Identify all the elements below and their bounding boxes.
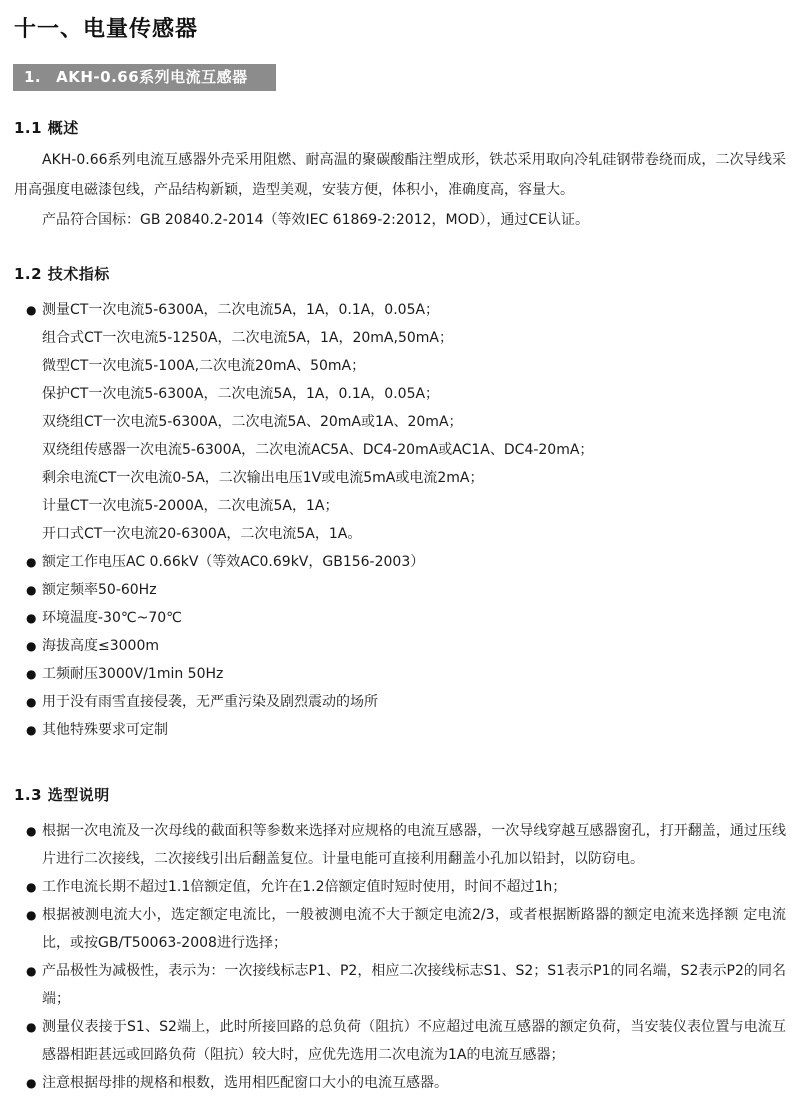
selection-item xyxy=(14,957,786,1013)
spec-item-text: 开口式CT一次电流20-6300A，二次电流5A，1A。 xyxy=(42,526,362,542)
spec-item xyxy=(14,632,786,660)
bullet-icon: ● xyxy=(26,908,37,922)
spec-item xyxy=(14,688,786,716)
heading-specs: 1.2 技术指标 xyxy=(14,265,110,283)
bullet-icon: ● xyxy=(26,1020,37,1034)
bullet-icon: ● xyxy=(26,667,37,681)
overview-paragraph: AKH-0.66系列电流互感器外壳采用阻燃、耐高温的聚碳酸酯注塑成形，铁芯采用取向冷轧硅钢带卷绕而成，二次导线采用高强度电磁漆包线，产品结构新颖，造型美观，安装方便，体积小，准确度高，容量大。 xyxy=(14,152,786,198)
overview-paragraph: 产品符合国标：GB 20840.2-2014（等效IEC 61869-2:2012，MOD），通过CE认证。 xyxy=(42,212,590,228)
spec-item-text: 剩余电流CT一次电流0-5A，二次输出电压1V或电流5mA或电流2mA； xyxy=(42,470,484,486)
bullet-icon: ● xyxy=(26,964,37,978)
section-banner xyxy=(13,64,276,91)
spec-item xyxy=(14,464,786,492)
spec-item-text: 双绕组传感器一次电流5-6300A，二次电流AC5A、DC4-20mA或AC1A、DC4-20mA； xyxy=(42,442,594,458)
specs-list xyxy=(14,296,786,744)
bullet-icon: ● xyxy=(26,1076,37,1090)
spec-item xyxy=(14,436,786,464)
bullet-icon: ● xyxy=(26,695,37,709)
spec-item xyxy=(14,324,786,352)
spec-item xyxy=(14,380,786,408)
bullet-icon: ● xyxy=(26,824,37,838)
selection-item-text: 注意根据母排的规格和根数，选用相匹配窗口大小的电流互感器。 xyxy=(42,1075,448,1091)
spec-item xyxy=(14,548,786,576)
spec-item-text: 组合式CT一次电流5-1250A，二次电流5A，1A，20mA,50mA； xyxy=(42,330,453,346)
spec-item xyxy=(14,576,786,604)
selection-item-text: 工作电流长期不超过1.1倍额定值，允许在1.2倍额定值时短时使用，时间不超过1h； xyxy=(42,879,567,895)
selection-item xyxy=(14,1013,786,1069)
spec-item-text: 微型CT一次电流5-100A,二次电流20mA、50mA； xyxy=(42,358,366,374)
bullet-icon: ● xyxy=(26,583,37,597)
bullet-icon: ● xyxy=(26,611,37,625)
selection-list xyxy=(14,817,786,1097)
bullet-icon: ● xyxy=(26,639,37,653)
section-banner-number: 1. xyxy=(24,68,42,86)
spec-item xyxy=(14,296,786,324)
heading-overview: 1.1 概述 xyxy=(14,119,79,137)
heading-selection: 1.3 选型说明 xyxy=(14,786,110,804)
selection-item xyxy=(14,1069,786,1097)
bullet-icon: ● xyxy=(26,723,37,737)
spec-item-text: 环境温度-30℃~70℃ xyxy=(42,610,182,626)
bullet-icon: ● xyxy=(26,880,37,894)
spec-item xyxy=(14,408,786,436)
spec-item-text: 额定工作电压AC 0.66kV（等效AC0.69kV，GB156-2003） xyxy=(42,554,425,570)
selection-item xyxy=(14,817,786,873)
spec-item xyxy=(14,716,786,744)
spec-item-text: 海拔高度≤3000m xyxy=(42,638,159,654)
bullet-icon: ● xyxy=(26,555,37,569)
selection-item-text: 测量仪表接于S1、S2端上，此时所接回路的总负荷（阻抗）不应超过电流互感器的额定负荷，当安装仪表位置与电流互感器相距甚远或回路负荷（阻抗）较大时，应优先选用二次电流为1A的电流互感器； xyxy=(42,1019,786,1063)
section-banner-label: AKH-0.66系列电流互感器 xyxy=(56,68,248,86)
spec-item-text: 计量CT一次电流5-2000A，二次电流5A，1A； xyxy=(42,498,339,514)
spec-item-text: 额定频率50-60Hz xyxy=(42,582,157,598)
spec-item-text: 双绕组CT一次电流5-6300A，二次电流5A、20mA或1A、20mA； xyxy=(42,414,463,430)
bullet-icon: ● xyxy=(26,303,37,317)
spec-item xyxy=(14,352,786,380)
spec-item-text: 其他特殊要求可定制 xyxy=(42,722,168,738)
spec-item-text: 保护CT一次电流5-6300A，二次电流5A，1A，0.1A，0.05A； xyxy=(42,386,440,402)
spec-item-text: 测量CT一次电流5-6300A，二次电流5A，1A，0.1A，0.05A； xyxy=(42,302,440,318)
overview-paragraphs xyxy=(14,145,786,235)
selection-item-text: 根据被测电流大小，选定额定电流比，一般被测电流不大于额定电流2/3，或者根据断路器的额定电流来选择额 定电流比，或按GB/T50063-2008进行选择； xyxy=(42,907,786,951)
page-title: 十一、电量传感器 xyxy=(14,17,199,42)
spec-item-text: 工频耐压3000V/1min 50Hz xyxy=(42,666,224,682)
selection-item-text: 产品极性为减极性，表示为：一次接线标志P1、P2，相应二次接线标志S1、S2；S1表示P1的同名端，S2表示P2的同名端； xyxy=(42,963,786,1007)
selection-item-text: 根据一次电流及一次母线的截面积等参数来选择对应规格的电流互感器，一次导线穿越互感器窗孔，打开翻盖，通过压线片进行二次接线，二次接线引出后翻盖复位。计量电能可直接利用翻盖小孔加以铅封，以防窃电。 xyxy=(42,823,786,867)
spec-item-text: 用于没有雨雪直接侵袭，无严重污染及剧烈震动的场所 xyxy=(42,694,378,710)
spec-item xyxy=(14,660,786,688)
spec-item xyxy=(14,492,786,520)
spec-item xyxy=(14,604,786,632)
selection-item xyxy=(14,873,786,901)
spec-item xyxy=(14,520,786,548)
selection-item xyxy=(14,901,786,957)
